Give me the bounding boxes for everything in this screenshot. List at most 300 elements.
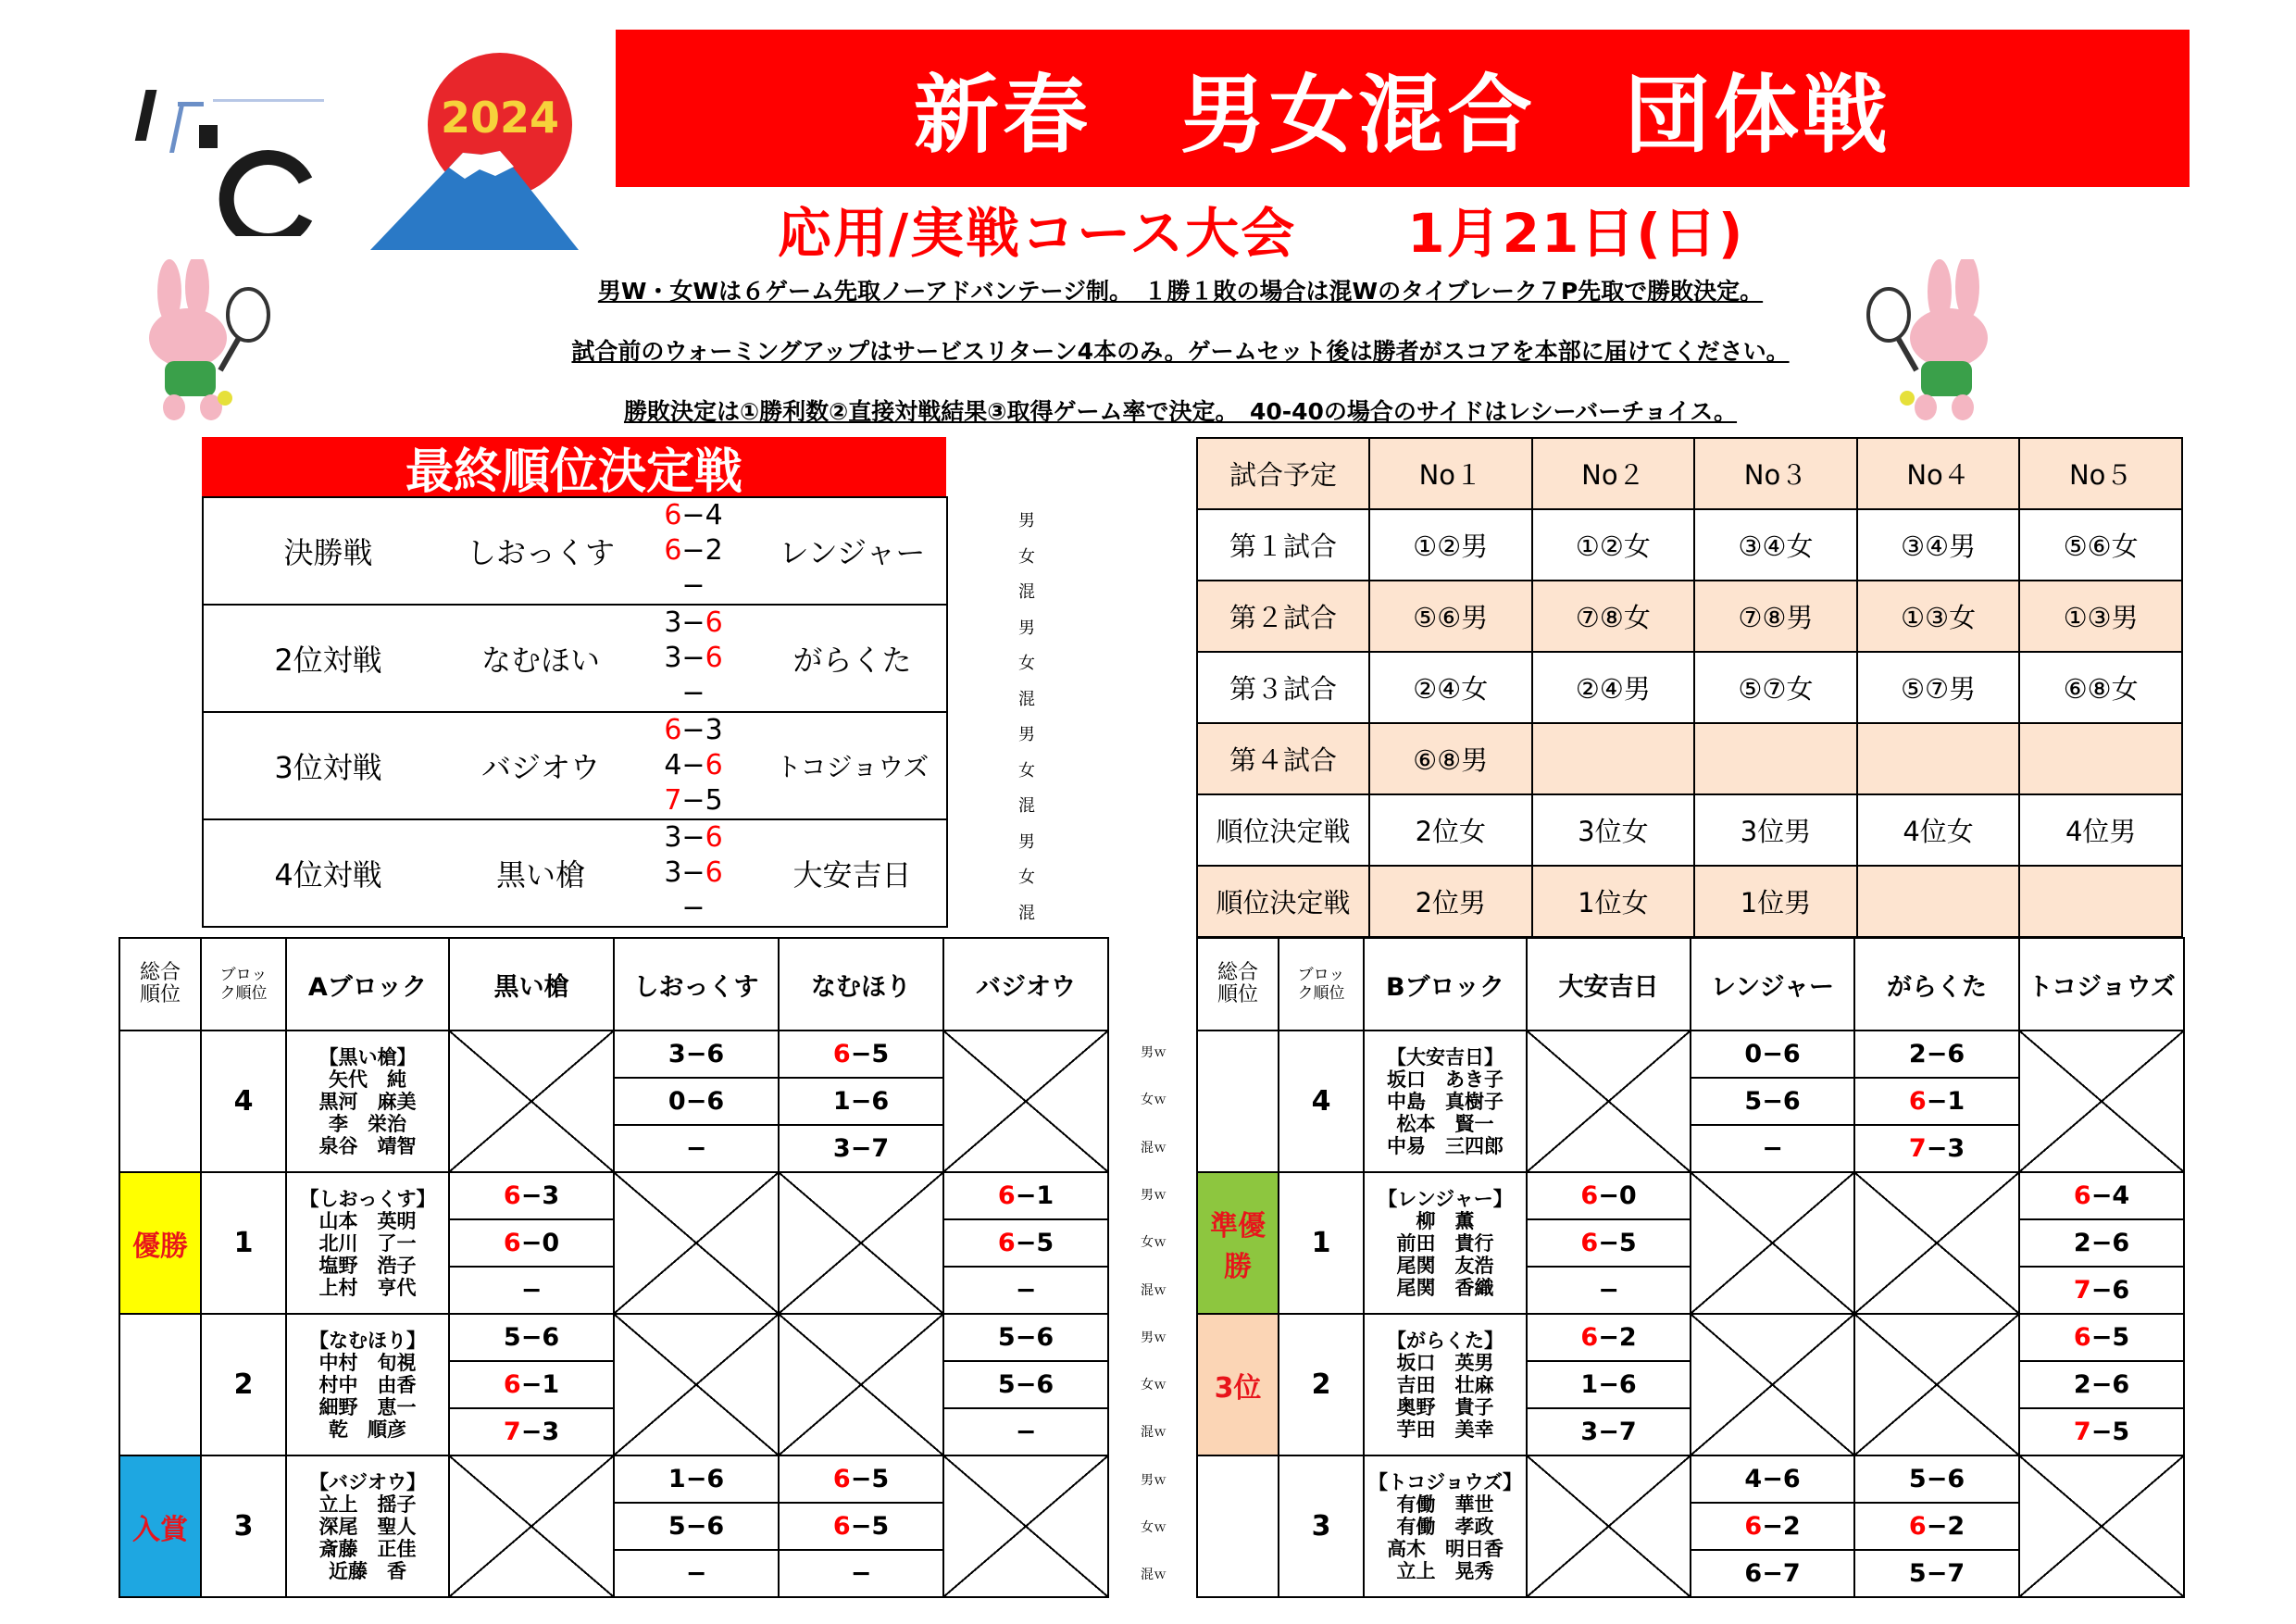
team-name: 【トコジョウズ】	[1367, 1470, 1523, 1493]
team-member: 立上 晃秀	[1396, 1559, 1494, 1582]
team-member: 松本 賢一	[1396, 1112, 1494, 1135]
score-separator: −	[685, 1465, 707, 1493]
match-score-cell	[1854, 1550, 2019, 1597]
final-score-line	[629, 498, 758, 533]
score-dash: −	[1598, 1276, 1619, 1305]
score-b: 0	[542, 1229, 560, 1257]
block-score-row	[119, 1172, 1108, 1219]
match-score-cell	[2019, 1408, 2184, 1455]
team-members-cell	[1364, 1172, 1527, 1314]
match-kind-label: 男ｗ	[1141, 1045, 1167, 1060]
score-b: 6	[705, 821, 723, 854]
score-a: 6	[832, 1465, 851, 1493]
team-member: 芋田 美幸	[1396, 1418, 1494, 1441]
schedule-cell: ⑥⑧女	[2019, 652, 2182, 723]
score-b: 5	[2112, 1323, 2130, 1352]
score-a: 6	[2073, 1181, 2091, 1210]
match-score-cell	[1527, 1219, 1691, 1267]
match-kind-label: 混ｗ	[1141, 1568, 1167, 1583]
self-match-cell	[614, 1172, 779, 1314]
team-member: 細野 恵一	[318, 1395, 417, 1418]
match-kind-label: 女ｗ	[1141, 1378, 1167, 1393]
schedule-cell: ①②女	[1532, 509, 1695, 581]
score-a: 3	[664, 856, 682, 889]
match-kind-label: 女ｗ	[1141, 1235, 1167, 1251]
score-b: 6	[705, 749, 723, 781]
match-score-cell	[614, 1078, 779, 1125]
score-a: 6	[664, 714, 682, 746]
score-b: 6	[706, 1087, 725, 1116]
score-dash: −	[681, 569, 705, 602]
team-member: 前田 貴行	[1396, 1231, 1494, 1255]
final-score-line	[629, 606, 758, 641]
score-separator: −	[520, 1370, 543, 1399]
score-a: 3	[832, 1134, 851, 1163]
score-a: 6	[2073, 1323, 2091, 1352]
team-member: 塩野 浩子	[318, 1254, 417, 1277]
score-a: 6	[1744, 1559, 1763, 1588]
rule-line-2	[278, 333, 2083, 367]
block-score-row	[119, 1314, 1108, 1361]
match-score-cell	[943, 1361, 1108, 1408]
match-score-cell	[1527, 1314, 1691, 1361]
schedule-cell: 順位決定戦	[1197, 794, 1369, 866]
final-team2: 大安吉日	[758, 819, 947, 927]
match-score-cell	[449, 1361, 614, 1408]
score-separator: −	[681, 534, 705, 567]
score-separator: −	[1598, 1323, 1619, 1352]
team-name: 【レンジャー】	[1378, 1187, 1513, 1210]
schedule-cell	[1857, 723, 2020, 794]
score-a: 0	[668, 1087, 686, 1116]
schedule-cell: ⑦⑧男	[1694, 581, 1857, 652]
self-match-cell	[779, 1314, 943, 1455]
score-a: 3	[664, 606, 682, 639]
block-header-cell: バジオウ	[943, 938, 1108, 1031]
match-score-cell	[779, 1125, 943, 1172]
final-kind-label: 混	[1018, 689, 1035, 709]
team-member: 中易 三四郎	[1387, 1134, 1504, 1157]
score-b: 6	[871, 1087, 890, 1116]
final-team1: バジオウ	[453, 712, 629, 819]
score-b: 5	[871, 1040, 890, 1068]
final-score-line	[629, 856, 758, 891]
score-separator: −	[1762, 1040, 1783, 1068]
final-kind-label: 女	[1018, 760, 1035, 781]
team-member: 奥野 貴子	[1396, 1395, 1494, 1418]
score-dash: −	[681, 892, 705, 924]
score-b: 1	[1947, 1087, 1965, 1116]
score-b: 5	[871, 1512, 890, 1541]
score-separator: −	[520, 1323, 543, 1352]
match-score-cell	[943, 1172, 1108, 1219]
score-a: 5	[1744, 1087, 1763, 1116]
final-score-line	[629, 713, 758, 748]
score-a: 5	[668, 1512, 686, 1541]
score-separator: −	[520, 1181, 543, 1210]
final-kind-label: 男	[1018, 831, 1035, 852]
score-a: 5	[997, 1370, 1016, 1399]
score-a: 3	[664, 821, 682, 854]
schedule-cell: 第１試合	[1197, 509, 1369, 581]
block-header-cell: トコジョウズ	[2019, 938, 2184, 1031]
team-name: 【しおっくす】	[299, 1187, 436, 1210]
team-member: 坂口 英男	[1396, 1351, 1494, 1374]
page-title: 新春 男女混合 団体戦	[913, 66, 1891, 165]
score-b: 3	[705, 714, 723, 746]
rule-text-2: 試合前のウォーミングアップはサービスリターン4本のみ。ゲームセット後は勝者がスコアを本部に届けてください。	[571, 338, 1790, 365]
match-score-cell	[1854, 1503, 2019, 1550]
score-b: 2	[1947, 1512, 1965, 1541]
schedule-cell: ②④男	[1532, 652, 1695, 723]
final-team2: レンジャー	[758, 497, 947, 605]
team-member: 村中 由香	[318, 1373, 417, 1396]
final-scores	[629, 819, 758, 927]
award-cell: 入賞	[119, 1455, 201, 1597]
self-match-cell	[1854, 1314, 2019, 1455]
final-score-line	[629, 891, 758, 926]
match-score-cell	[449, 1219, 614, 1267]
score-b: 6	[2112, 1229, 2130, 1257]
score-b: 6	[1782, 1087, 1801, 1116]
score-dash: −	[520, 1276, 543, 1305]
final-score-line	[629, 641, 758, 676]
score-b: 6	[1947, 1040, 1965, 1068]
score-separator: −	[850, 1465, 872, 1493]
schedule-cell	[1857, 866, 2020, 937]
match-score-cell	[449, 1314, 614, 1361]
schedule-cell: 4位女	[1857, 794, 2020, 866]
score-b: 6	[1036, 1323, 1054, 1352]
unplayed-cell	[614, 1314, 779, 1455]
match-kind-label: 男ｗ	[1141, 1472, 1167, 1488]
schedule-cell: ①③女	[1857, 581, 2020, 652]
score-separator: −	[850, 1087, 872, 1116]
score-separator: −	[681, 749, 705, 781]
final-ranking-title: 最終順位決定戦	[202, 437, 946, 496]
score-separator: −	[685, 1512, 707, 1541]
score-dash: −	[1762, 1134, 1783, 1163]
schedule-cell: 第２試合	[1197, 581, 1369, 652]
match-score-cell	[614, 1031, 779, 1078]
team-member: 中村 旬視	[318, 1351, 417, 1374]
block-rank-cell: 3	[1279, 1455, 1364, 1597]
score-separator: −	[2090, 1229, 2113, 1257]
schedule-row	[1197, 866, 2182, 937]
schedule-header-cell: 試合予定	[1197, 438, 1369, 509]
rule-text-3: 勝敗決定は①勝利数②直接対戦結果③取得ゲーム率で決定。 40-40の場合のサイドはレシーバーチョイス。	[623, 398, 1738, 425]
score-a: 6	[664, 534, 682, 567]
team-member: 柳 薫	[1416, 1209, 1475, 1232]
match-score-cell	[1691, 1125, 1854, 1172]
score-b: 6	[2112, 1276, 2130, 1305]
final-score-line	[629, 783, 758, 818]
block-a-table	[119, 937, 1109, 1598]
score-a: 4	[664, 749, 682, 781]
match-score-cell	[449, 1267, 614, 1314]
team-member: 深尾 聖人	[318, 1515, 417, 1538]
score-separator: −	[850, 1134, 872, 1163]
block-rank-cell: 1	[1279, 1172, 1364, 1314]
score-b: 6	[1782, 1465, 1801, 1493]
schedule-cell: 3位男	[1694, 794, 1857, 866]
final-kind-label: 混	[1018, 903, 1035, 923]
schedule-cell: ①②男	[1369, 509, 1532, 581]
score-dash: −	[685, 1559, 707, 1588]
score-separator: −	[681, 784, 705, 817]
final-team1: しおっくす	[453, 497, 629, 605]
score-b: 6	[2112, 1370, 2130, 1399]
score-separator: −	[1926, 1134, 1948, 1163]
award-cell	[119, 1031, 201, 1172]
score-b: 5	[2112, 1418, 2130, 1446]
award-cell	[1197, 1031, 1279, 1172]
score-b: 3	[542, 1181, 560, 1210]
match-score-cell	[1527, 1361, 1691, 1408]
schedule-cell	[1532, 723, 1695, 794]
score-dash: −	[681, 677, 705, 709]
final-kind-label: 女	[1018, 654, 1035, 673]
block-rank-cell: 2	[1279, 1314, 1364, 1455]
award-cell	[1197, 1455, 1279, 1597]
schedule-header-row	[1197, 438, 2182, 509]
rule-text-1: 男W・女Wは６ゲーム先取ノーアドバンテージ制。 １勝１敗の場合は混Wのタイブレーク７P先取で勝敗決定。	[597, 278, 1764, 305]
block-rank-cell: 1	[201, 1172, 286, 1314]
score-dash: −	[685, 1134, 707, 1163]
rule-line-1	[278, 273, 2083, 306]
match-score-cell	[2019, 1361, 2184, 1408]
team-name: 【大安吉日】	[1387, 1045, 1504, 1068]
schedule-table	[1196, 437, 2183, 938]
self-match-cell	[1527, 1031, 1691, 1172]
score-separator: −	[1762, 1559, 1783, 1588]
match-score-cell	[779, 1550, 943, 1597]
team-members-cell	[286, 1455, 449, 1597]
score-separator: −	[2090, 1418, 2113, 1446]
score-a: 6	[664, 499, 682, 531]
score-a: 7	[2073, 1418, 2091, 1446]
score-separator: −	[1598, 1229, 1619, 1257]
score-a: 2	[2073, 1370, 2091, 1399]
final-score-line	[629, 568, 758, 604]
score-separator: −	[1762, 1512, 1783, 1541]
score-separator: −	[2090, 1181, 2113, 1210]
score-separator: −	[1015, 1181, 1037, 1210]
score-b: 6	[1618, 1370, 1637, 1399]
block-rank-cell: 4	[1279, 1031, 1364, 1172]
score-separator: −	[681, 642, 705, 674]
schedule-cell: 1位男	[1694, 866, 1857, 937]
score-a: 6	[503, 1181, 521, 1210]
score-separator: −	[681, 714, 705, 746]
schedule-cell: ⑤⑥女	[2019, 509, 2182, 581]
score-a: 4	[1744, 1465, 1763, 1493]
unplayed-cell	[779, 1172, 943, 1314]
score-b: 6	[706, 1512, 725, 1541]
score-dash: −	[850, 1559, 872, 1588]
block-score-row	[1197, 1314, 2184, 1361]
team-member: 黒河 麻美	[318, 1090, 417, 1113]
score-a: 6	[1744, 1512, 1763, 1541]
score-b: 7	[871, 1134, 890, 1163]
final-row	[203, 712, 947, 819]
score-a: 6	[1908, 1512, 1927, 1541]
team-member: 李 栄治	[329, 1112, 406, 1135]
schedule-cell	[2019, 866, 2182, 937]
score-a: 1	[832, 1087, 851, 1116]
fuji-sun-illustration	[361, 51, 583, 255]
score-separator: −	[850, 1512, 872, 1541]
team-member: 斎藤 正佳	[318, 1537, 417, 1560]
score-b: 1	[542, 1370, 560, 1399]
block-header-cell: Bブロック	[1364, 938, 1527, 1031]
score-separator: −	[1926, 1465, 1948, 1493]
team-member: 高木 明日香	[1387, 1537, 1504, 1560]
schedule-cell: 1位女	[1532, 866, 1695, 937]
team-member: 坂口 あき子	[1387, 1068, 1504, 1091]
score-separator: −	[681, 821, 705, 854]
team-member: 中島 真樹子	[1387, 1090, 1504, 1113]
score-b: 6	[706, 1465, 725, 1493]
score-separator: −	[520, 1418, 543, 1446]
score-b: 5	[1036, 1229, 1054, 1257]
match-score-cell	[2019, 1314, 2184, 1361]
team-members-cell	[286, 1314, 449, 1455]
score-separator: −	[681, 499, 705, 531]
final-stage: 決勝戦	[203, 497, 453, 605]
schedule-row	[1197, 509, 2182, 581]
match-score-cell	[943, 1408, 1108, 1455]
schedule-cell: 2位女	[1369, 794, 1532, 866]
schedule-row	[1197, 723, 2182, 794]
score-b: 6	[1036, 1370, 1054, 1399]
schedule-cell: ③④男	[1857, 509, 2020, 581]
score-separator: −	[2090, 1370, 2113, 1399]
match-score-cell	[1854, 1078, 2019, 1125]
score-b: 6	[1947, 1465, 1965, 1493]
schedule-header-cell: No４	[1857, 438, 2020, 509]
block-score-row	[1197, 1455, 2184, 1503]
score-a: 6	[1580, 1323, 1599, 1352]
schedule-cell: ⑦⑧女	[1532, 581, 1695, 652]
team-name: 【がらくた】	[1387, 1329, 1504, 1352]
schedule-cell: 2位男	[1369, 866, 1532, 937]
score-a: 6	[1580, 1181, 1599, 1210]
score-a: 2	[2073, 1229, 2091, 1257]
match-kind-label: 混ｗ	[1141, 1140, 1167, 1156]
score-a: 0	[1744, 1040, 1763, 1068]
score-a: 3	[664, 642, 682, 674]
match-score-cell	[943, 1314, 1108, 1361]
final-stage: 3位対戦	[203, 712, 453, 819]
match-kind-label: 女ｗ	[1141, 1093, 1167, 1108]
score-a: 3	[1580, 1418, 1599, 1446]
self-match-cell	[943, 1455, 1108, 1597]
match-score-cell	[449, 1408, 614, 1455]
match-score-cell	[1854, 1031, 2019, 1078]
score-separator: −	[1926, 1559, 1948, 1588]
block-score-row	[1197, 1172, 2184, 1219]
score-a: 7	[1908, 1134, 1927, 1163]
score-b: 6	[706, 1040, 725, 1068]
schedule-header-cell: No２	[1532, 438, 1695, 509]
score-separator: −	[681, 856, 705, 889]
match-kind-label: 混ｗ	[1141, 1425, 1167, 1441]
match-score-cell	[779, 1031, 943, 1078]
score-b: 2	[705, 534, 723, 567]
match-kind-label: 男ｗ	[1141, 1187, 1167, 1203]
fuji-year: 2024	[440, 93, 560, 143]
final-team2: がらくた	[758, 605, 947, 712]
score-a: 6	[832, 1512, 851, 1541]
schedule-cell: 3位女	[1532, 794, 1695, 866]
score-separator: −	[850, 1040, 872, 1068]
team-members-cell	[286, 1172, 449, 1314]
final-kind-label: 女	[1018, 546, 1035, 567]
match-kind-label: 男ｗ	[1141, 1330, 1167, 1345]
score-b: 6	[705, 642, 723, 674]
final-stage: 2位対戦	[203, 605, 453, 712]
team-member: 立上 揺子	[318, 1493, 417, 1516]
schedule-cell: ②④女	[1369, 652, 1532, 723]
match-kind-label: 混ｗ	[1141, 1282, 1167, 1298]
block-score-row	[119, 1031, 1108, 1078]
score-a: 6	[1908, 1087, 1927, 1116]
team-member: 有働 華世	[1396, 1493, 1494, 1516]
score-b: 3	[542, 1418, 560, 1446]
score-separator: −	[2090, 1276, 2113, 1305]
block-b-table	[1196, 937, 2185, 1598]
unplayed-cell	[1527, 1455, 1691, 1597]
match-score-cell	[1854, 1125, 2019, 1172]
block-header-cell: レンジャー	[1691, 938, 1854, 1031]
score-a: 6	[997, 1181, 1016, 1210]
score-separator: −	[1015, 1229, 1037, 1257]
score-b: 3	[1947, 1134, 1965, 1163]
team-member: 上村 亨代	[318, 1276, 417, 1299]
unplayed-cell	[943, 1031, 1108, 1172]
match-score-cell	[614, 1125, 779, 1172]
score-b: 6	[705, 606, 723, 639]
block-rank-cell: 3	[201, 1455, 286, 1597]
score-separator: −	[685, 1087, 707, 1116]
score-b: 1	[1036, 1181, 1054, 1210]
match-score-cell	[2019, 1172, 2184, 1219]
score-separator: −	[685, 1040, 707, 1068]
score-a: 6	[997, 1229, 1016, 1257]
final-kind-label: 女	[1018, 868, 1035, 887]
final-kind-label: 男	[1018, 511, 1035, 531]
team-member: 吉田 壮麻	[1396, 1373, 1494, 1396]
unplayed-cell	[1691, 1314, 1854, 1455]
final-kind-label: 混	[1018, 582, 1035, 602]
award-cell	[119, 1314, 201, 1455]
score-separator: −	[1598, 1418, 1619, 1446]
score-separator: −	[681, 606, 705, 639]
match-score-cell	[943, 1267, 1108, 1314]
score-separator: −	[1598, 1181, 1619, 1210]
team-member: 泉谷 靖智	[318, 1134, 417, 1157]
score-b: 5	[705, 784, 723, 817]
final-team1: なむほい	[453, 605, 629, 712]
match-score-cell	[614, 1455, 779, 1503]
team-member: 北川 了一	[318, 1231, 417, 1255]
self-match-cell	[1691, 1172, 1854, 1314]
final-kind-label: 混	[1018, 796, 1035, 816]
final-scores	[629, 605, 758, 712]
team-members-cell	[1364, 1314, 1527, 1455]
score-b: 4	[2112, 1181, 2130, 1210]
